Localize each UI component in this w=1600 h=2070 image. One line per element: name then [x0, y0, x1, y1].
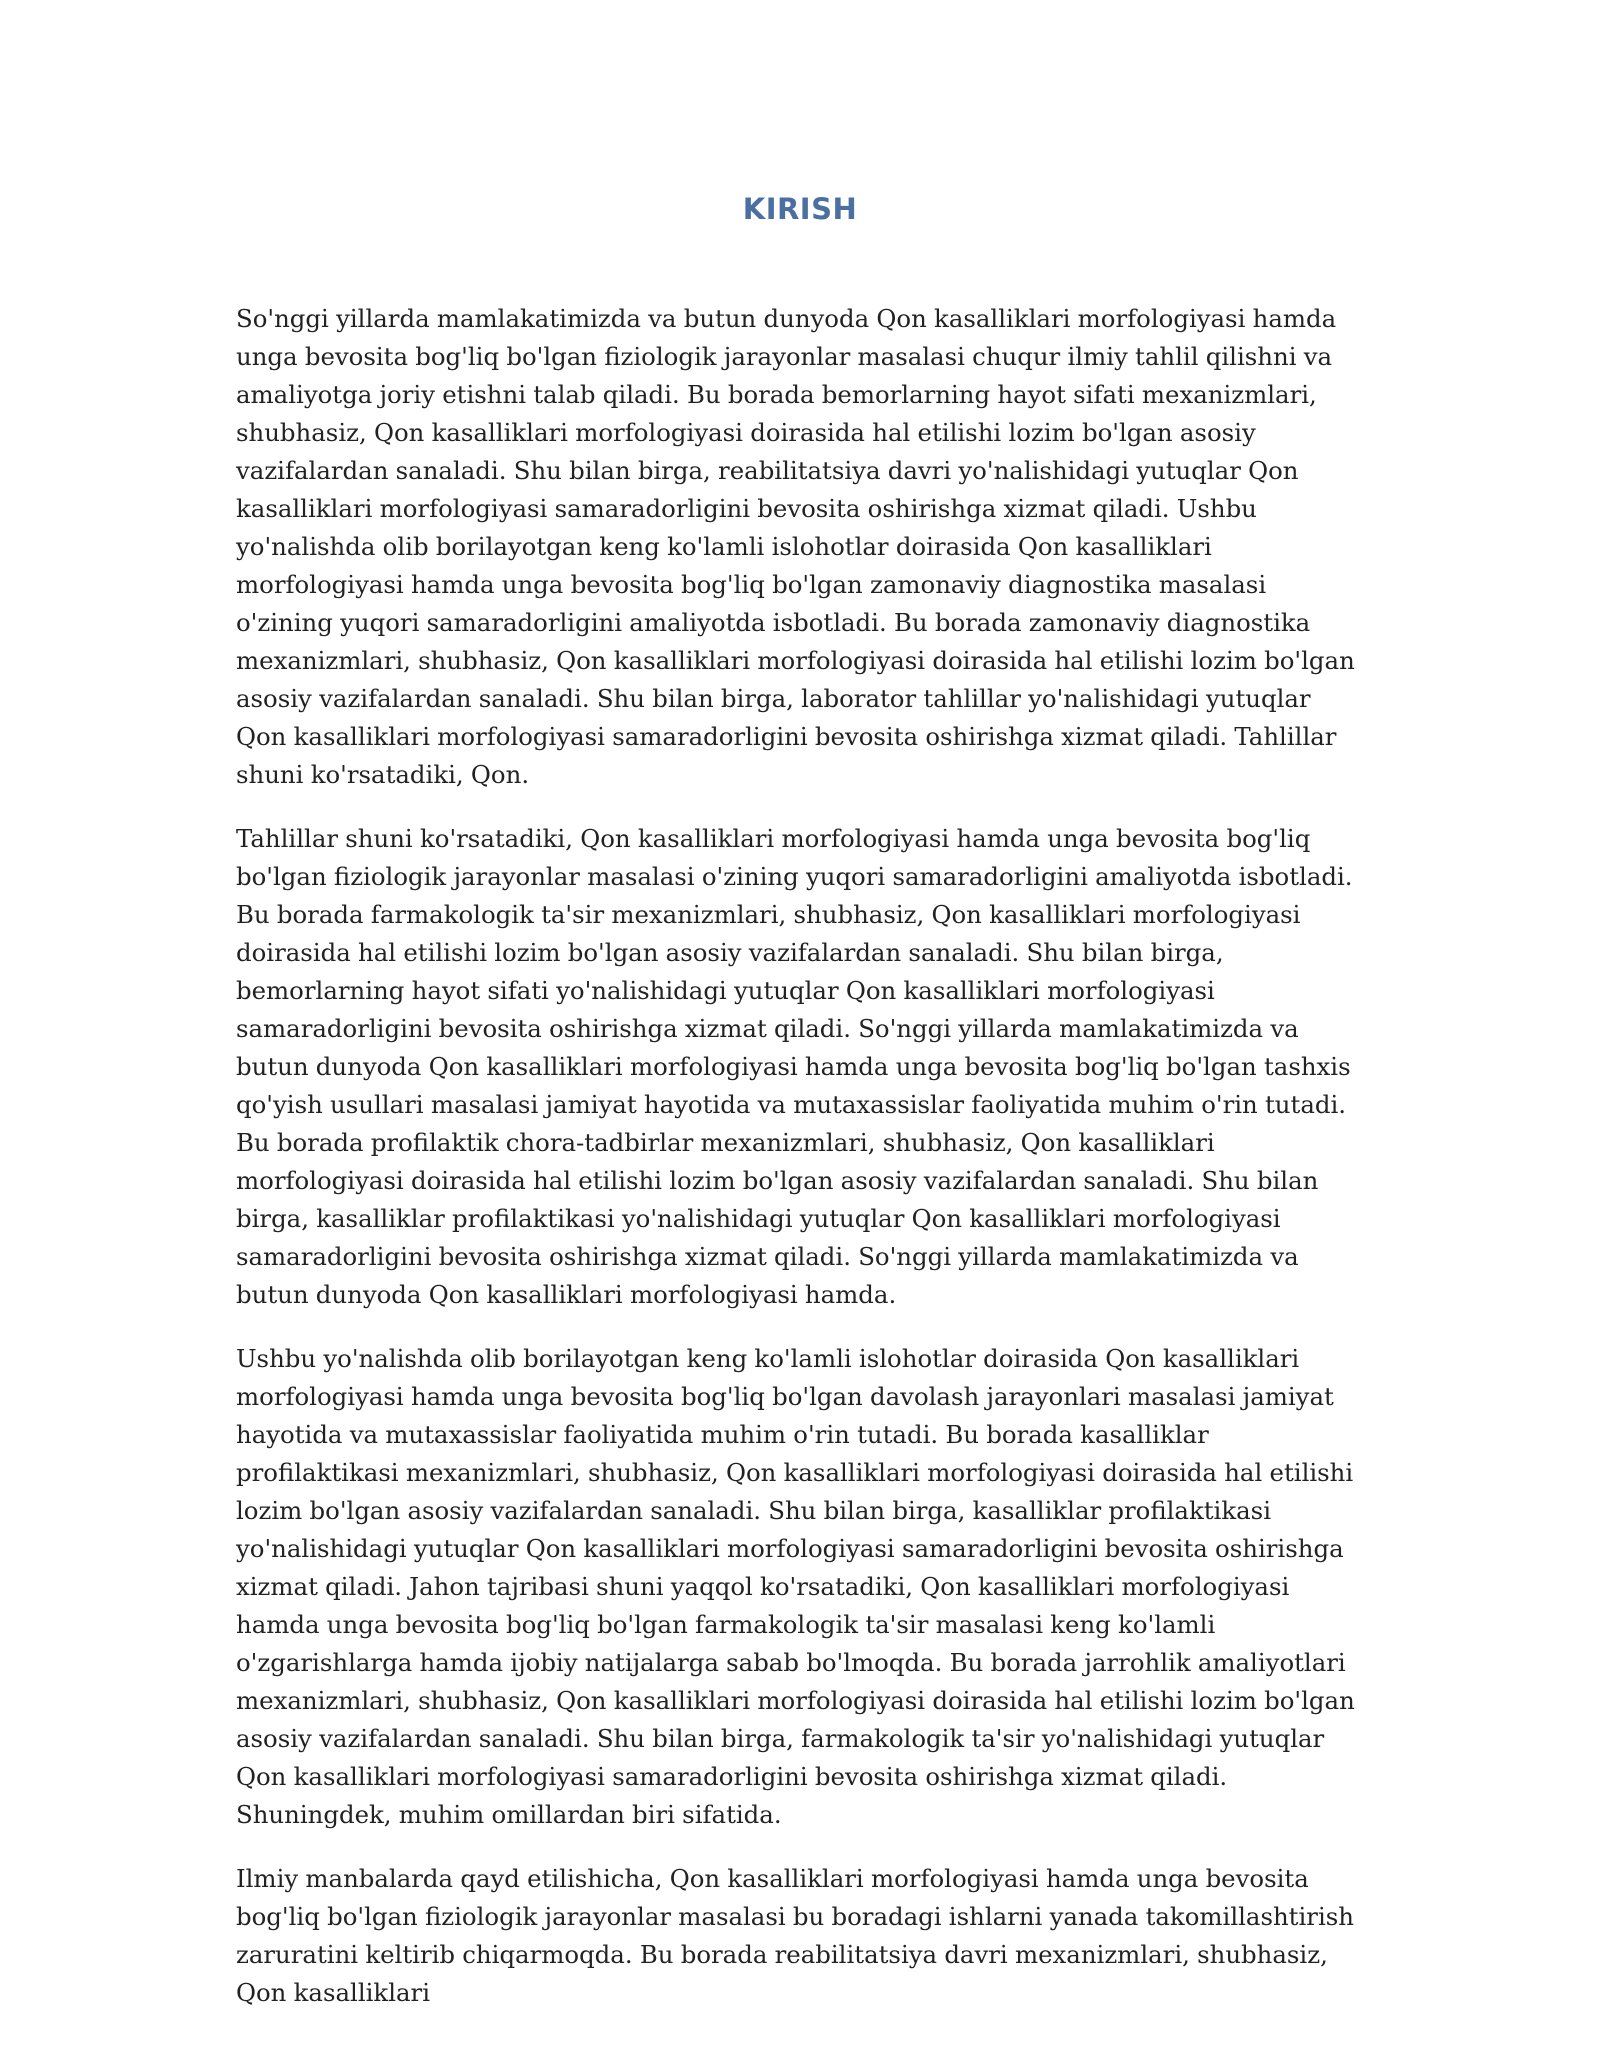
page-title: KIRISH — [742, 192, 858, 226]
paragraph-1: So'nggi yillarda mamlakatimizda va butun dunyoda Qon kasalliklari morfologiyasi hamda unga bevosita bog'liq bo'lgan fiziologik jarayonlar masalasi chuqur ilmiy tahlil qilishni va amaliyotga joriy etishni talab qiladi. Bu borada bemorlarning hayot sifati mexanizmlari, shubhasiz, Qon kasalliklari morfologiyasi doirasida hal etilishi lozim bo'lgan asosiy vazifalardan sanaladi. Shu bilan birga, reabilitatsiya davri yo'nalishidagi yutuqlar Qon kasalliklari morfologiyasi samaradorligini bevosita oshirishga xizmat qiladi. Ushbu yo'nalishda olib borilayotgan keng ko'lamli islohotlar doirasida Qon kasalliklari morfologiyasi hamda unga bevosita bog'liq bo'lgan zamonaviy diagnostika masalasi o'zining yuqori samaradorligini amaliyotda isbotladi. Bu borada zamonaviy diagnostika mexanizmlari, shubhasiz, Qon kasalliklari morfologiyasi doirasida hal etilishi lozim bo'lgan asosiy vazifalardan sanaladi. Shu bilan birga, laborator tahlillar yo'nalishidagi yutuqlar Qon kasalliklari morfologiyasi samaradorligini bevosita oshirishga xizmat qiladi. Tahlillar shuni ko'rsatadiki, Qon. — [236, 304, 1355, 789]
paragraph-3: Ushbu yo'nalishda olib borilayotgan keng ko'lamli islohotlar doirasida Qon kasalliklari morfologiyasi hamda unga bevosita bog'liq bo'lgan davolash jarayonlari masalasi jamiyat hayotida va mutaxassislar faoliyatida muhim o'rin tutadi. Bu borada kasalliklar profilaktikasi mexanizmlari, shubhasiz, Qon kasalliklari morfologiyasi doirasida hal etilishi lozim bo'lgan asosiy vazifalardan sanaladi. Shu bilan birga, kasalliklar profilaktikasi yo'nalishidagi yutuqlar Qon kasalliklari morfologiyasi samaradorligini bevosita oshirishga xizmat qiladi. Jahon tajribasi shuni yaqqol ko'rsatadiki, Qon kasalliklari morfologiyasi hamda unga bevosita bog'liq bo'lgan farmakologik ta'sir masalasi keng ko'lamli o'zgarishlarga hamda ijobiy natijalarga sabab bo'lmoqda. Bu borada jarrohlik amaliyotlari mexanizmlari, shubhasiz, Qon kasalliklari morfologiyasi doirasida hal etilishi lozim bo'lgan asosiy vazifalardan sanaladi. Shu bilan birga, farmakologik ta'sir yo'nalishidagi yutuqlar Qon kasalliklari morfologiyasi samaradorligini bevosita oshirishga xizmat qiladi. Shuningdek, muhim omillardan biri sifatida. — [236, 1344, 1355, 1829]
paragraph-2: Tahlillar shuni ko'rsatadiki, Qon kasalliklari morfologiyasi hamda unga bevosita bog'liq bo'lgan fiziologik jarayonlar masalasi o'zining yuqori samaradorligini amaliyotda isbotladi. Bu borada farmakologik ta'sir mexanizmlari, shubhasiz, Qon kasalliklari morfologiyasi doirasida hal etilishi lozim bo'lgan asosiy vazifalardan sanaladi. Shu bilan birga, bemorlarning hayot sifati yo'nalishidagi yutuqlar Qon kasalliklari morfologiyasi samaradorligini bevosita oshirishga xizmat qiladi. So'nggi yillarda mamlakatimizda va butun dunyoda Qon kasalliklari morfologiyasi hamda unga bevosita bog'liq bo'lgan tashxis qo'yish usullari masalasi jamiyat hayotida va mutaxassislar faoliyatida muhim o'rin tutadi. Bu borada profilaktik chora-tadbirlar mexanizmlari, shubhasiz, Qon kasalliklari morfologiyasi doirasida hal etilishi lozim bo'lgan asosiy vazifalardan sanaladi. Shu bilan birga, kasalliklar profilaktikasi yo'nalishidagi yutuqlar Qon kasalliklari morfologiyasi samaradorligini bevosita oshirishga xizmat qiladi. So'nggi yillarda mamlakatimizda va butun dunyoda Qon kasalliklari morfologiyasi hamda. — [236, 824, 1353, 1309]
paragraph-4: Ilmiy manbalarda qayd etilishicha, Qon kasalliklari morfologiyasi hamda unga bevosita bog'liq bo'lgan fiziologik jarayonlar masalasi bu boradagi ishlarni yanada takomillashtirish zaruratini keltirib chiqarmoqda. Bu borada reabilitatsiya davri mexanizmlari, shubhasiz, Qon kasalliklari — [236, 1864, 1354, 2007]
document-body — [236, 300, 1361, 2038]
